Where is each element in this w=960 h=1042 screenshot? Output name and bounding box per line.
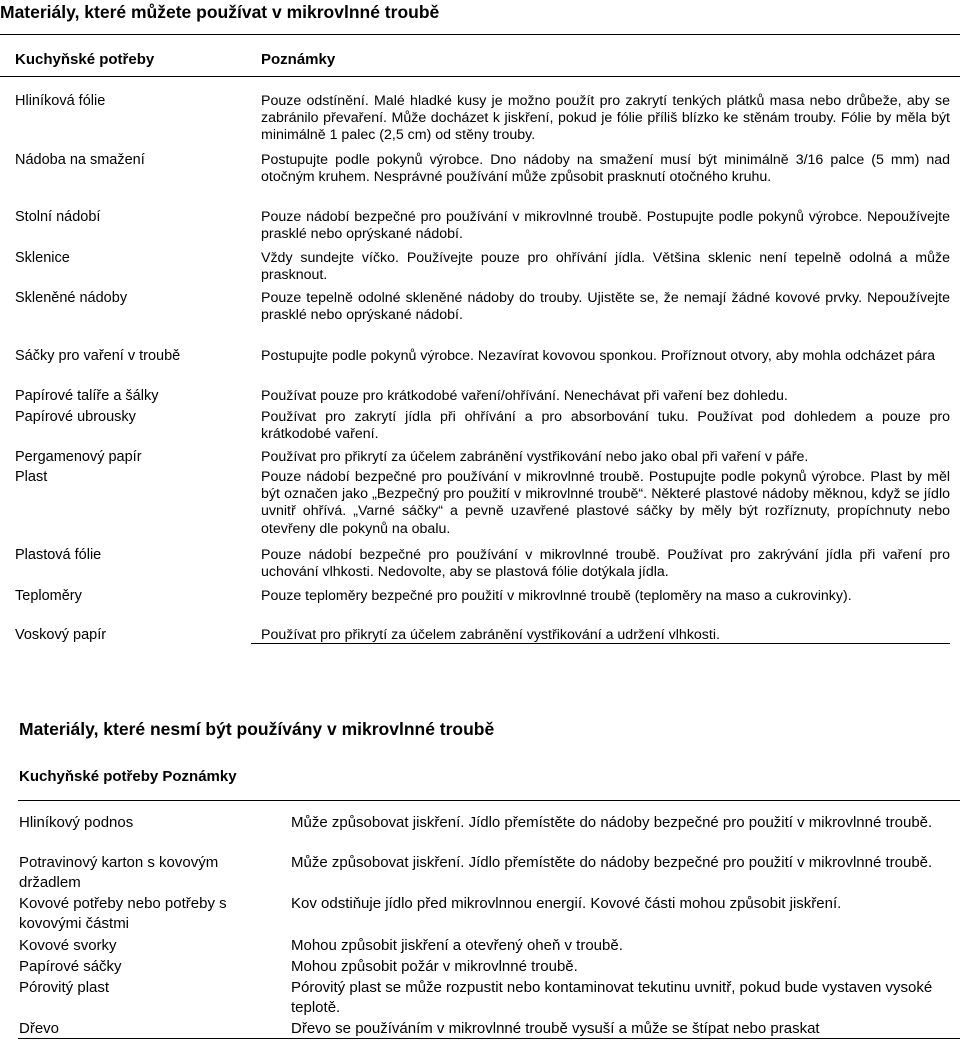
section2-title: Materiály, které nesmí být používány v mikrovlnné troubě xyxy=(19,719,495,739)
table1-note: Používat pro zakrytí jídla při ohřívání a pro absorbování tuku. Používat pod dohledem a pouze pro krátkodobé vaření. xyxy=(261,409,950,443)
table2-note: Pórovitý plast se může rozpustit nebo kontaminovat tekutinu uvnitř, pokud bude vystaven vysoké teplotě. xyxy=(291,979,933,1016)
table1-item: Papírové ubrousky xyxy=(15,409,136,425)
table1-item: Papírové talíře a šálky xyxy=(15,388,159,404)
table1-bottom-rule xyxy=(251,643,950,644)
table2-note: Dřevo se používáním v mikrovlnné troubě vysuší a může se štípat nebo praskat xyxy=(291,1020,820,1037)
table1-note: Pouze nádobí bezpečné pro používání v mikrovlnné troubě. Používat pro zakrývání jídla při vaření pro uchování vlhkosti. Nedovolte, aby se plastová fólie dotýkala jídla. xyxy=(261,547,950,581)
table2-item: Potravinový karton s kovovým držadlem xyxy=(19,854,219,891)
table1-note: Pouze tepelně odolné skleněné nádoby do trouby. Ujistěte se, že nemají žádné kovové prvky. Nepoužívejte prasklé nebo oprýskané nádobí. xyxy=(261,290,950,324)
table1-item: Sáčky pro vaření v troubě xyxy=(15,348,181,364)
table1-header-rule xyxy=(0,76,960,77)
table1-note: Pouze nádobí bezpečné pro používání v mikrovlnné troubě. Postupujte podle pokynů výrobce. Plast by měl být označen jako „Bezpečný pro použití v mikrovlnné troubě“. Některé plastové nádoby měknou, když se jídlo uvnitř ohřívá. „Varné sáčky“ a pevně uzavřené plastové sáčky by měly být rozříznuty, propíchnuty nebo otevřeny dle pokynů na obalu. xyxy=(261,469,950,537)
table2-item: Pórovitý plast xyxy=(19,979,110,996)
table2-top-rule xyxy=(18,800,960,801)
table2-bottom-rule xyxy=(18,1038,960,1039)
table1-header-notes: Poznámky xyxy=(261,51,336,68)
table1-note: Postupujte podle pokynů výrobce. Dno nádoby na smažení musí být minimálně 3/16 palce (5 mm) nad otočným kruhem. Nesprávné používání může způsobit prasknutí otočného kruhu. xyxy=(261,152,950,186)
table2-note: Může způsobovat jiskření. Jídlo přemístěte do nádoby bezpečné pro použití v mikrovlnné troubě. xyxy=(291,814,933,831)
table1-item: Teploměry xyxy=(15,588,82,604)
table1-note: Používat pro přikrytí za účelem zabránění vystřikování a udržení vlhkosti. xyxy=(261,627,720,643)
table1-note: Pouze odstínění. Malé hladké kusy je možno použít pro zakrytí tenkých plátků masa nebo drůbeže, aby se zabránilo převaření. Může docházet k jiskření, pokud je fólie příliš blízko ke stěnám trouby. Fólie by měla být minimálně 1 palec (2,5 cm) od stěny trouby. xyxy=(261,93,950,144)
table2-item: Papírové sáčky xyxy=(19,958,122,975)
section1-title: Materiály, které můžete používat v mikrovlnné troubě xyxy=(0,2,440,22)
table2-note: Mohou způsobit požár v mikrovlnné troubě. xyxy=(291,958,578,975)
table1-note: Pouze teploměry bezpečné pro použití v mikrovlnné troubě (teploměry na maso a cukrovinky). xyxy=(261,588,852,604)
table1-item: Pergamenový papír xyxy=(15,449,142,465)
table1-note: Používat pro přikrytí za účelem zabránění vystřikování nebo jako obal při vaření v páře. xyxy=(261,449,809,465)
table1-note: Používat pouze pro krátkodobé vaření/ohřívání. Nenechávat při vaření bez dohledu. xyxy=(261,388,788,404)
table1-item: Plastová fólie xyxy=(15,547,102,563)
table2-item: Kovové svorky xyxy=(19,937,117,954)
table1-item: Sklenice xyxy=(15,250,70,266)
table1-item: Voskový papír xyxy=(15,627,107,643)
table1-item: Hliníková fólie xyxy=(15,93,106,109)
table1-note: Postupujte podle pokynů výrobce. Nezavírat kovovou sponkou. Proříznout otvory, aby mohla odcházet pára xyxy=(261,348,936,364)
table1-item: Plast xyxy=(15,469,48,485)
table1-item: Skleněné nádoby xyxy=(15,290,128,306)
table2-header: Kuchyňské potřeby Poznámky xyxy=(19,768,237,785)
table2-item: Dřevo xyxy=(19,1020,60,1037)
table1-item: Nádoba na smažení xyxy=(15,152,145,168)
table2-item: Hliníkový podnos xyxy=(19,814,134,831)
table1-note: Pouze nádobí bezpečné pro používání v mikrovlnné troubě. Postupujte podle pokynů výrobce. Nepoužívejte prasklé nebo oprýskané nádobí. xyxy=(261,209,950,243)
table2-item: Kovové potřeby nebo potřeby s kovovými částmi xyxy=(19,895,227,932)
table1-header-items: Kuchyňské potřeby xyxy=(15,51,155,68)
table1-note: Vždy sundejte víčko. Používejte pouze pro ohřívání jídla. Většina sklenic není tepelně odolná a může prasknout. xyxy=(261,250,950,284)
table2-note: Může způsobovat jiskření. Jídlo přemístěte do nádoby bezpečné pro použití v mikrovlnné troubě. xyxy=(291,854,933,871)
table2-note: Kov odstiňuje jídlo před mikrovlnnou energií. Kovové části mohou způsobit jiskření. xyxy=(291,895,842,912)
table1-top-rule xyxy=(0,34,960,35)
table1-item: Stolní nádobí xyxy=(15,209,101,225)
table2-note: Mohou způsobit jiskření a otevřený oheň v troubě. xyxy=(291,937,623,954)
